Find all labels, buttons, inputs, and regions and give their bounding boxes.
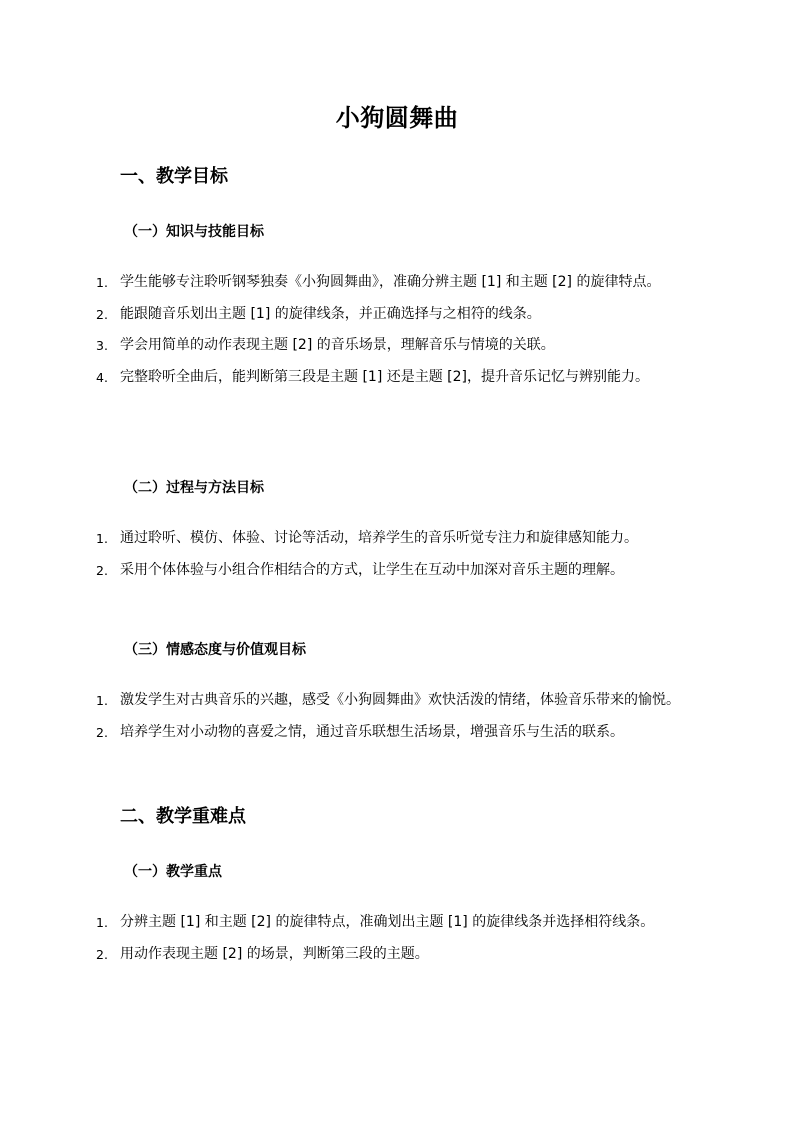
- list-item-text: 用动作表现主题 [2] 的场景，判断第三段的主题。: [120, 945, 429, 962]
- list-item-text: 能跟随音乐划出主题 [1] 的旋律线条，并正确选择与之相符的线条。: [120, 305, 541, 322]
- process-methods-list: [96, 523, 686, 586]
- list-item: [96, 555, 686, 587]
- list-item: [96, 267, 686, 299]
- list-item-number: 4.: [96, 369, 108, 385]
- list-item: [96, 939, 686, 971]
- list-item-number: 1.: [96, 275, 108, 290]
- knowledge-skills-list: [96, 267, 686, 393]
- list-item-text: 完整聆听全曲后，能判断第三段是主题 [1] 还是主题 [2]，提升音乐记忆与辨别能力。: [120, 368, 650, 385]
- list-item-text: 通过聆听、模仿、体验、讨论等活动，培养学生的音乐听觉专注力和旋律感知能力。: [120, 530, 638, 546]
- section-heading-key-difficult-points: 二、教学重难点: [120, 806, 246, 827]
- subsection-heading-knowledge-skills: （一）知识与技能目标: [124, 224, 264, 240]
- list-item: [96, 330, 686, 362]
- list-item-number: 2.: [96, 946, 108, 962]
- list-item-number: 3.: [96, 338, 108, 353]
- section-heading-objectives: 一、教学目标: [120, 166, 228, 187]
- list-item: [96, 362, 686, 394]
- list-item-number: 2.: [96, 306, 108, 322]
- list-item-text: 学会用简单的动作表现主题 [2] 的音乐场景，理解音乐与情境的关联。: [120, 337, 555, 353]
- list-item: [96, 523, 686, 555]
- list-item-number: 1.: [96, 531, 108, 546]
- list-item-text: 采用个体体验与小组合作相结合的方式，让学生在互动中加深对音乐主题的理解。: [120, 561, 624, 578]
- list-item: [96, 685, 686, 717]
- subsection-heading-attitude-values: （三）情感态度与价值观目标: [124, 642, 306, 658]
- list-item-number: 2.: [96, 562, 108, 578]
- list-item-text: 分辨主题 [1] 和主题 [2] 的旋律特点，准确划出主题 [1] 的旋律线条并选择相符线条。: [120, 914, 655, 930]
- key-points-list: [96, 907, 686, 970]
- subsection-heading-process-methods: （二）过程与方法目标: [124, 480, 264, 496]
- list-item-number: 2.: [96, 724, 108, 740]
- list-item-text: 学生能够专注聆听钢琴独奏《小狗圆舞曲》，准确分辨主题 [1] 和主题 [2] 的旋律特点。: [120, 274, 661, 290]
- document-title: 小狗圆舞曲: [335, 104, 459, 132]
- list-item-text: 培养学生对小动物的喜爱之情，通过音乐联想生活场景，增强音乐与生活的联系。: [120, 723, 624, 740]
- list-item: [96, 717, 686, 749]
- attitude-values-list: [96, 685, 686, 748]
- list-item-text: 激发学生对古典音乐的兴趣，感受《小狗圆舞曲》欢快活泼的情绪，体验音乐带来的愉悦。: [120, 692, 680, 708]
- list-item-number: 1.: [96, 915, 108, 930]
- list-item: [96, 299, 686, 331]
- list-item: [96, 907, 686, 939]
- list-item-number: 1.: [96, 693, 108, 708]
- subsection-heading-key-points: （一）教学重点: [124, 864, 222, 880]
